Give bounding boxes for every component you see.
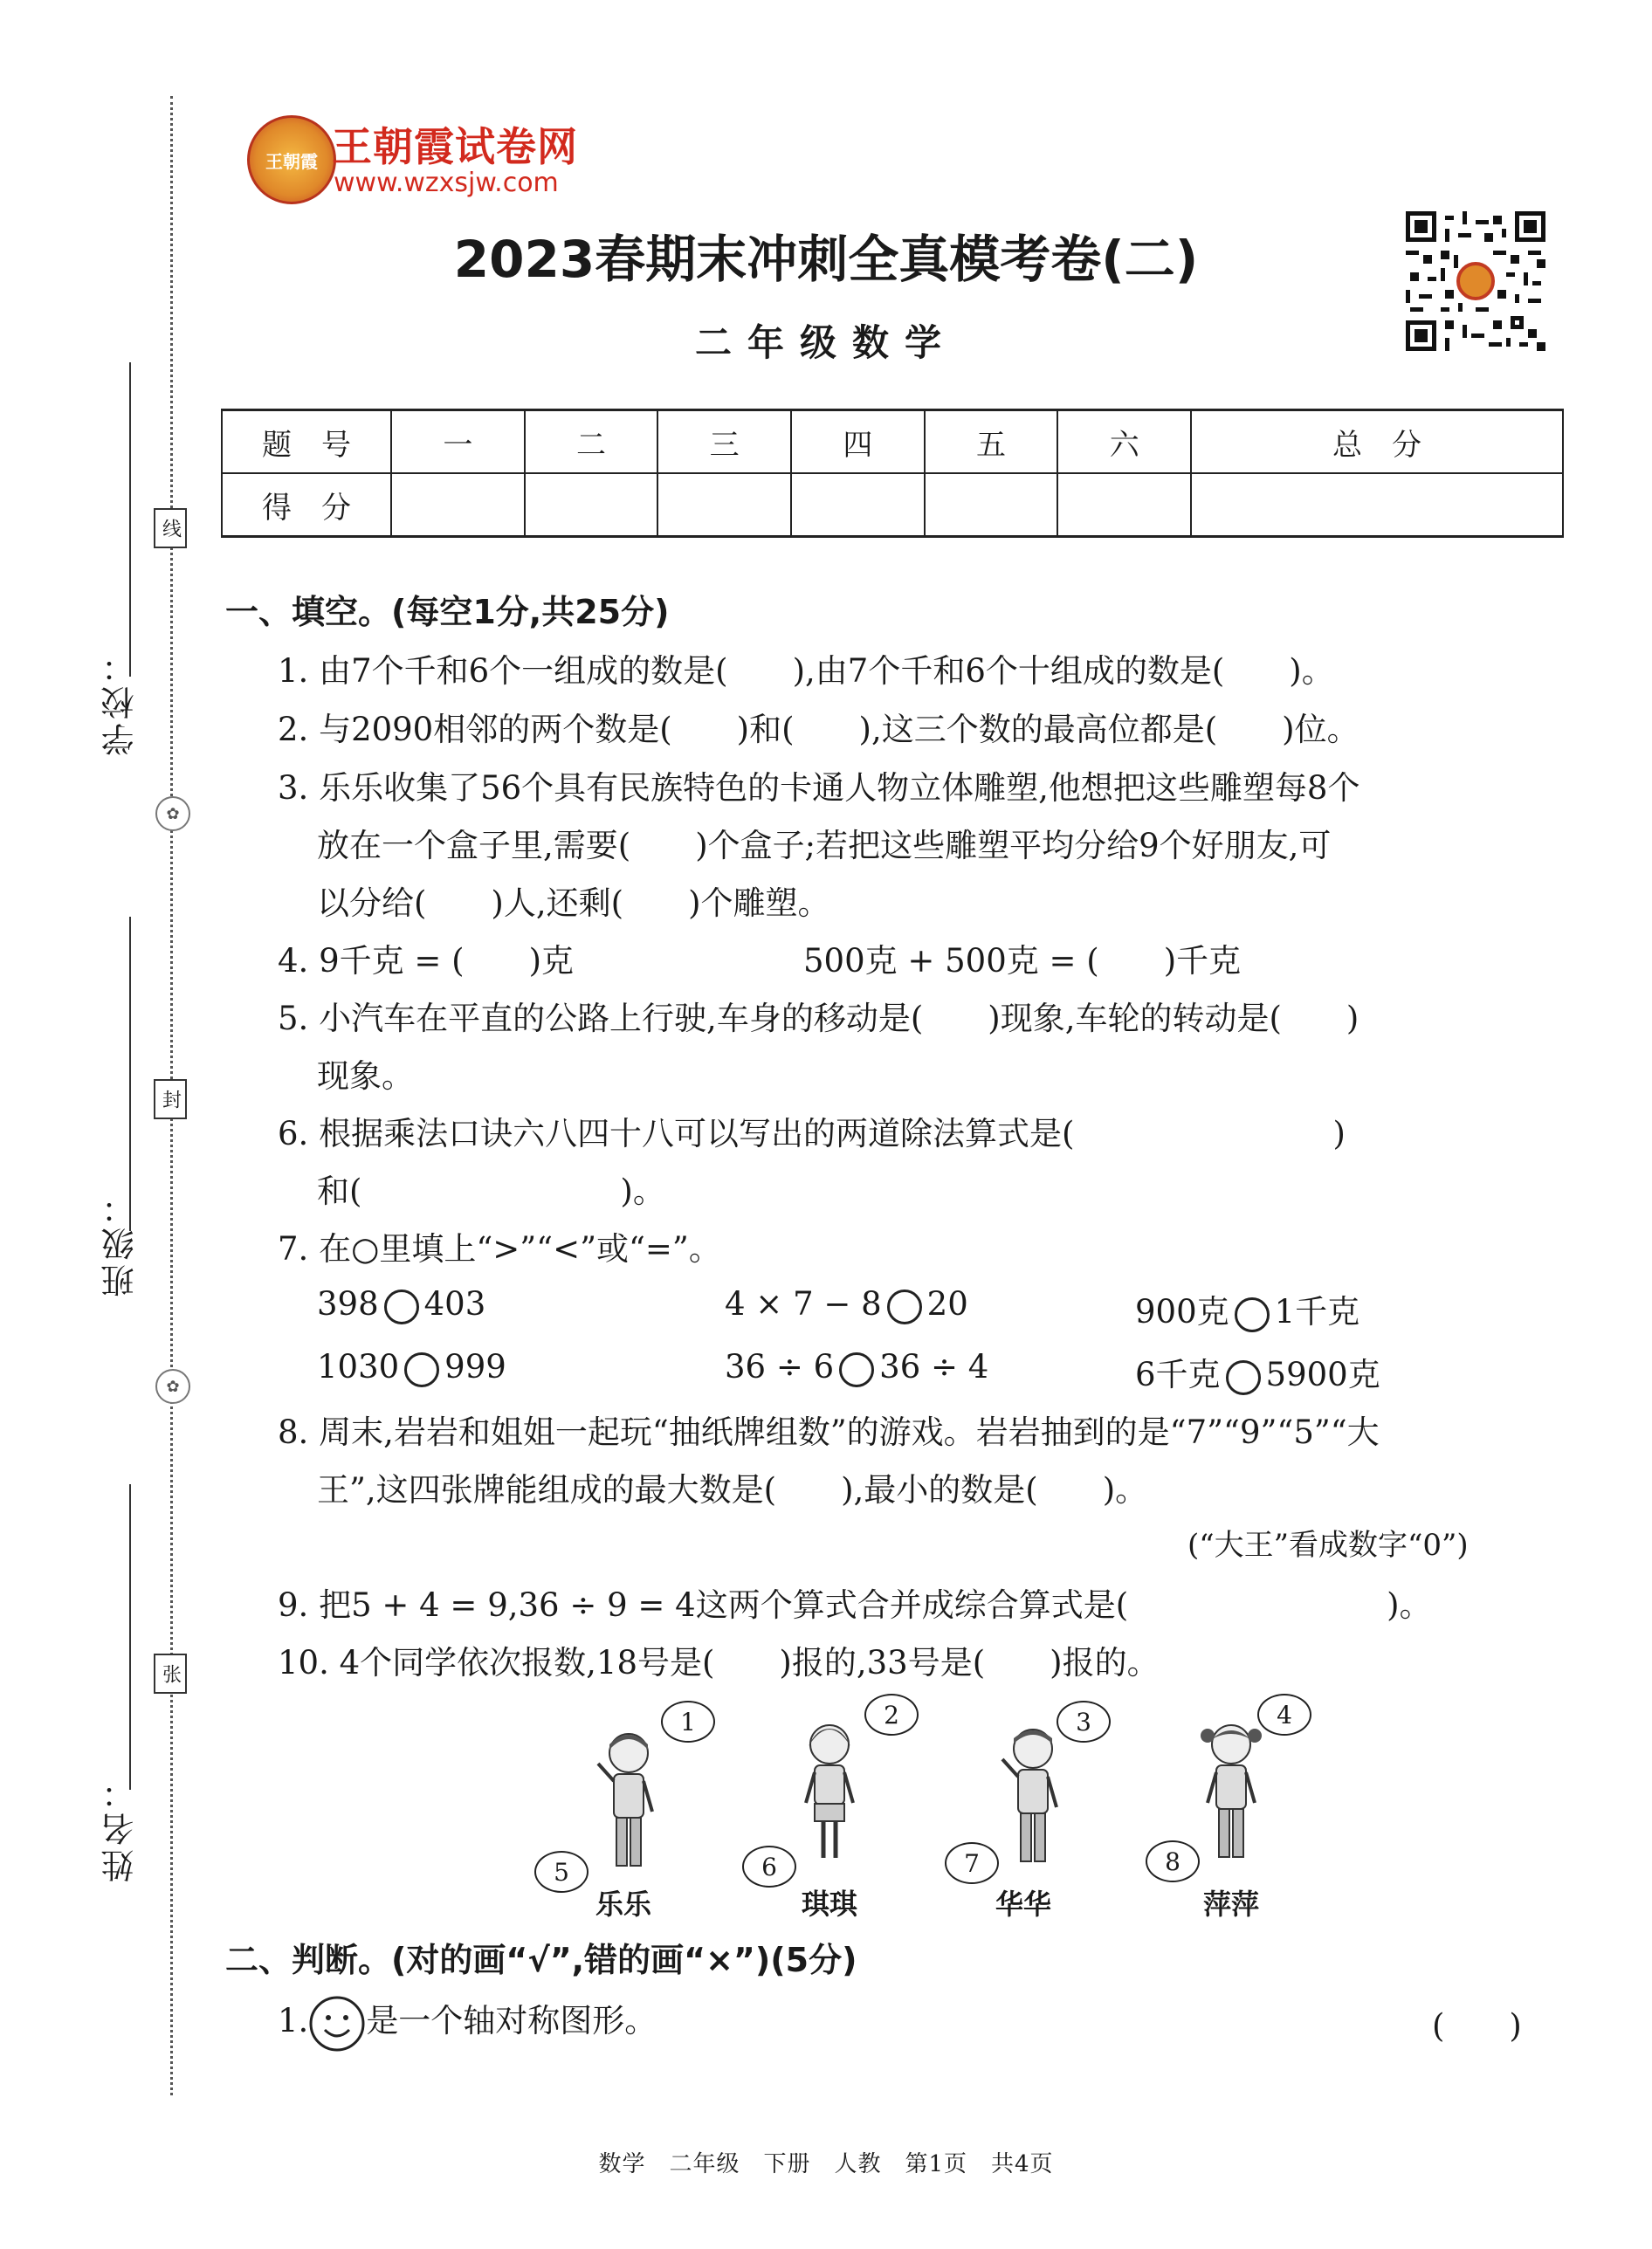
score-cell[interactable] bbox=[391, 473, 525, 537]
score-col-total: 总 分 bbox=[1191, 410, 1563, 474]
seal-mark: 封 bbox=[154, 1079, 187, 1119]
speech-bubble: 5 bbox=[534, 1851, 589, 1893]
question-1: 1. 由7个千和6个一组成的数是( ),由7个千和6个十组成的数是( )。 bbox=[278, 652, 1334, 690]
score-table-score-row bbox=[222, 473, 1563, 537]
logo-name: 王朝霞试卷网 bbox=[332, 123, 578, 170]
compare-item bbox=[317, 1285, 485, 1324]
compare-item bbox=[1135, 1285, 1359, 1332]
class-label: 班级： bbox=[101, 1187, 140, 1297]
compare-item bbox=[725, 1348, 988, 1387]
speech-bubble: 8 bbox=[1146, 1840, 1200, 1882]
judge-question-text: 是一个轴对称图形。 bbox=[366, 2002, 657, 2039]
question-6-line1: 6. 根据乘法口诀六八四十八可以写出的两道除法算式是( ) bbox=[278, 1115, 1346, 1152]
kid-name: 萍萍 bbox=[1203, 1888, 1260, 1921]
question-8-note: (“大王”看成数字“0”) bbox=[1187, 1528, 1469, 1563]
question-8-line1: 8. 周末,岩岩和姐姐一起玩“抽纸牌组数”的游戏。岩岩抽到的是“7”“9”“5”“大 bbox=[278, 1413, 1380, 1451]
girl-figure-icon bbox=[1192, 1720, 1270, 1868]
score-table-header-row bbox=[222, 410, 1563, 474]
score-table bbox=[221, 409, 1564, 538]
qr-code-icon bbox=[1406, 211, 1545, 351]
question-2: 2. 与2090相邻的两个数是( )和( ),这三个数的最高位都是( )位。 bbox=[278, 711, 1359, 748]
compare-circle[interactable] bbox=[1226, 1360, 1261, 1395]
speech-bubble: 1 bbox=[661, 1701, 715, 1743]
question-6-line2: 和( )。 bbox=[317, 1173, 665, 1210]
compare-circle[interactable] bbox=[839, 1352, 874, 1387]
exam-title: 2023春期末冲刺全真模考卷(二) bbox=[453, 230, 1199, 289]
compare-right: 999 bbox=[444, 1348, 506, 1386]
question-8-line2: 王”,这四张牌能组成的最大数是( ),最小的数是( )。 bbox=[317, 1471, 1148, 1509]
compare-item bbox=[1135, 1348, 1380, 1395]
question-7: 7. 在○里填上“>”“<”或“=”。 bbox=[278, 1230, 721, 1268]
compare-right: 36 ÷ 4 bbox=[879, 1348, 989, 1386]
compare-right: 1千克 bbox=[1274, 1293, 1360, 1331]
question-10: 10. 4个同学依次报数,18号是( )报的,33号是( )报的。 bbox=[278, 1644, 1160, 1682]
score-col-6: 六 bbox=[1057, 410, 1191, 474]
score-col-5: 五 bbox=[925, 410, 1058, 474]
section1-heading: 一、填空。(每空1分,共25分) bbox=[225, 593, 670, 631]
speech-bubble: 3 bbox=[1057, 1701, 1111, 1743]
compare-left: 1030 bbox=[317, 1348, 400, 1386]
kid-name: 琪琪 bbox=[802, 1888, 858, 1921]
compare-item bbox=[317, 1348, 506, 1387]
judge-question-number: 1. bbox=[278, 2002, 309, 2039]
score-cell[interactable] bbox=[925, 473, 1058, 537]
compare-left: 6千克 bbox=[1135, 1356, 1221, 1393]
speech-bubble: 4 bbox=[1257, 1694, 1311, 1736]
score-col-2: 二 bbox=[525, 410, 658, 474]
speech-bubble: 7 bbox=[945, 1842, 999, 1884]
question-5-line1: 5. 小汽车在平直的公路上行驶,车身的移动是( )现象,车轮的转动是( ) bbox=[278, 1000, 1359, 1037]
compare-item bbox=[725, 1285, 968, 1324]
score-col-4: 四 bbox=[791, 410, 925, 474]
seal-icon: ✿ bbox=[155, 796, 190, 831]
seal-icon: ✿ bbox=[155, 1369, 190, 1404]
boy-figure-icon bbox=[994, 1724, 1072, 1873]
compare-left: 398 bbox=[317, 1285, 379, 1323]
exam-subtitle: 二年级数学 bbox=[694, 321, 957, 364]
kid-name: 乐乐 bbox=[595, 1888, 652, 1921]
question-5-line2: 现象。 bbox=[317, 1057, 414, 1095]
question-4-right: 500克 + 500克 = ( )千克 bbox=[803, 942, 1242, 980]
school-line bbox=[129, 362, 131, 677]
score-cell[interactable] bbox=[525, 473, 658, 537]
score-cell[interactable] bbox=[1191, 473, 1563, 537]
compare-left: 900克 bbox=[1135, 1293, 1229, 1331]
smiley-face-icon bbox=[308, 1995, 366, 2053]
compare-circle[interactable] bbox=[887, 1290, 922, 1324]
score-row-label: 得 分 bbox=[222, 473, 391, 537]
kid-name: 华华 bbox=[995, 1888, 1052, 1921]
score-col-1: 一 bbox=[391, 410, 525, 474]
speech-bubble: 2 bbox=[864, 1694, 919, 1736]
page-footer: 数学 二年级 下册 人教 第1页 共4页 bbox=[598, 2151, 1054, 2177]
line-mark: 线 bbox=[154, 508, 187, 548]
speech-bubble: 6 bbox=[742, 1846, 796, 1888]
compare-left: 4 × 7 − 8 bbox=[725, 1285, 882, 1323]
judge-answer-blank[interactable]: ( ) bbox=[1432, 2007, 1522, 2045]
question-9: 9. 把5 + 4 = 9,36 ÷ 9 = 4这两个算式合并成综合算式是( )。 bbox=[278, 1586, 1432, 1624]
question-3-line3: 以分给( )人,还剩( )个雕塑。 bbox=[317, 884, 830, 922]
name-label: 姓名： bbox=[101, 1772, 140, 1882]
judge-question-1 bbox=[278, 1994, 657, 2053]
score-col-label: 题 号 bbox=[222, 410, 391, 474]
name-line bbox=[129, 1484, 131, 1790]
question-3-line2: 放在一个盒子里,需要( )个盒子;若把这些雕塑平均分给9个好朋友,可 bbox=[317, 827, 1332, 864]
compare-right: 5900克 bbox=[1265, 1356, 1380, 1393]
compare-right: 403 bbox=[423, 1285, 486, 1323]
section2-heading: 二、判断。(对的画“√”,错的画“×”)(5分) bbox=[225, 1941, 857, 1979]
score-cell[interactable] bbox=[657, 473, 791, 537]
score-cell[interactable] bbox=[791, 473, 925, 537]
question-3-line1: 3. 乐乐收集了56个具有民族特色的卡通人物立体雕塑,他想把这些雕塑每8个 bbox=[278, 769, 1360, 807]
score-cell[interactable] bbox=[1057, 473, 1191, 537]
logo-emblem-text: 王朝霞 bbox=[265, 150, 318, 172]
girl-figure-icon bbox=[790, 1720, 869, 1868]
compare-circle[interactable] bbox=[1235, 1297, 1270, 1332]
score-col-3: 三 bbox=[657, 410, 791, 474]
compare-left: 36 ÷ 6 bbox=[725, 1348, 835, 1386]
compare-circle[interactable] bbox=[384, 1290, 419, 1324]
compare-right: 20 bbox=[926, 1285, 968, 1323]
bind-mark: 张 bbox=[154, 1654, 187, 1694]
logo-url[interactable]: www.wzxsjw.com bbox=[334, 168, 559, 198]
question-4-left: 4. 9千克 = ( )克 bbox=[278, 942, 574, 980]
compare-circle[interactable] bbox=[404, 1352, 439, 1387]
boy-figure-icon bbox=[589, 1729, 668, 1877]
school-label: 学校： bbox=[101, 646, 140, 756]
logo-emblem-icon bbox=[247, 115, 336, 204]
class-line bbox=[129, 917, 131, 1231]
